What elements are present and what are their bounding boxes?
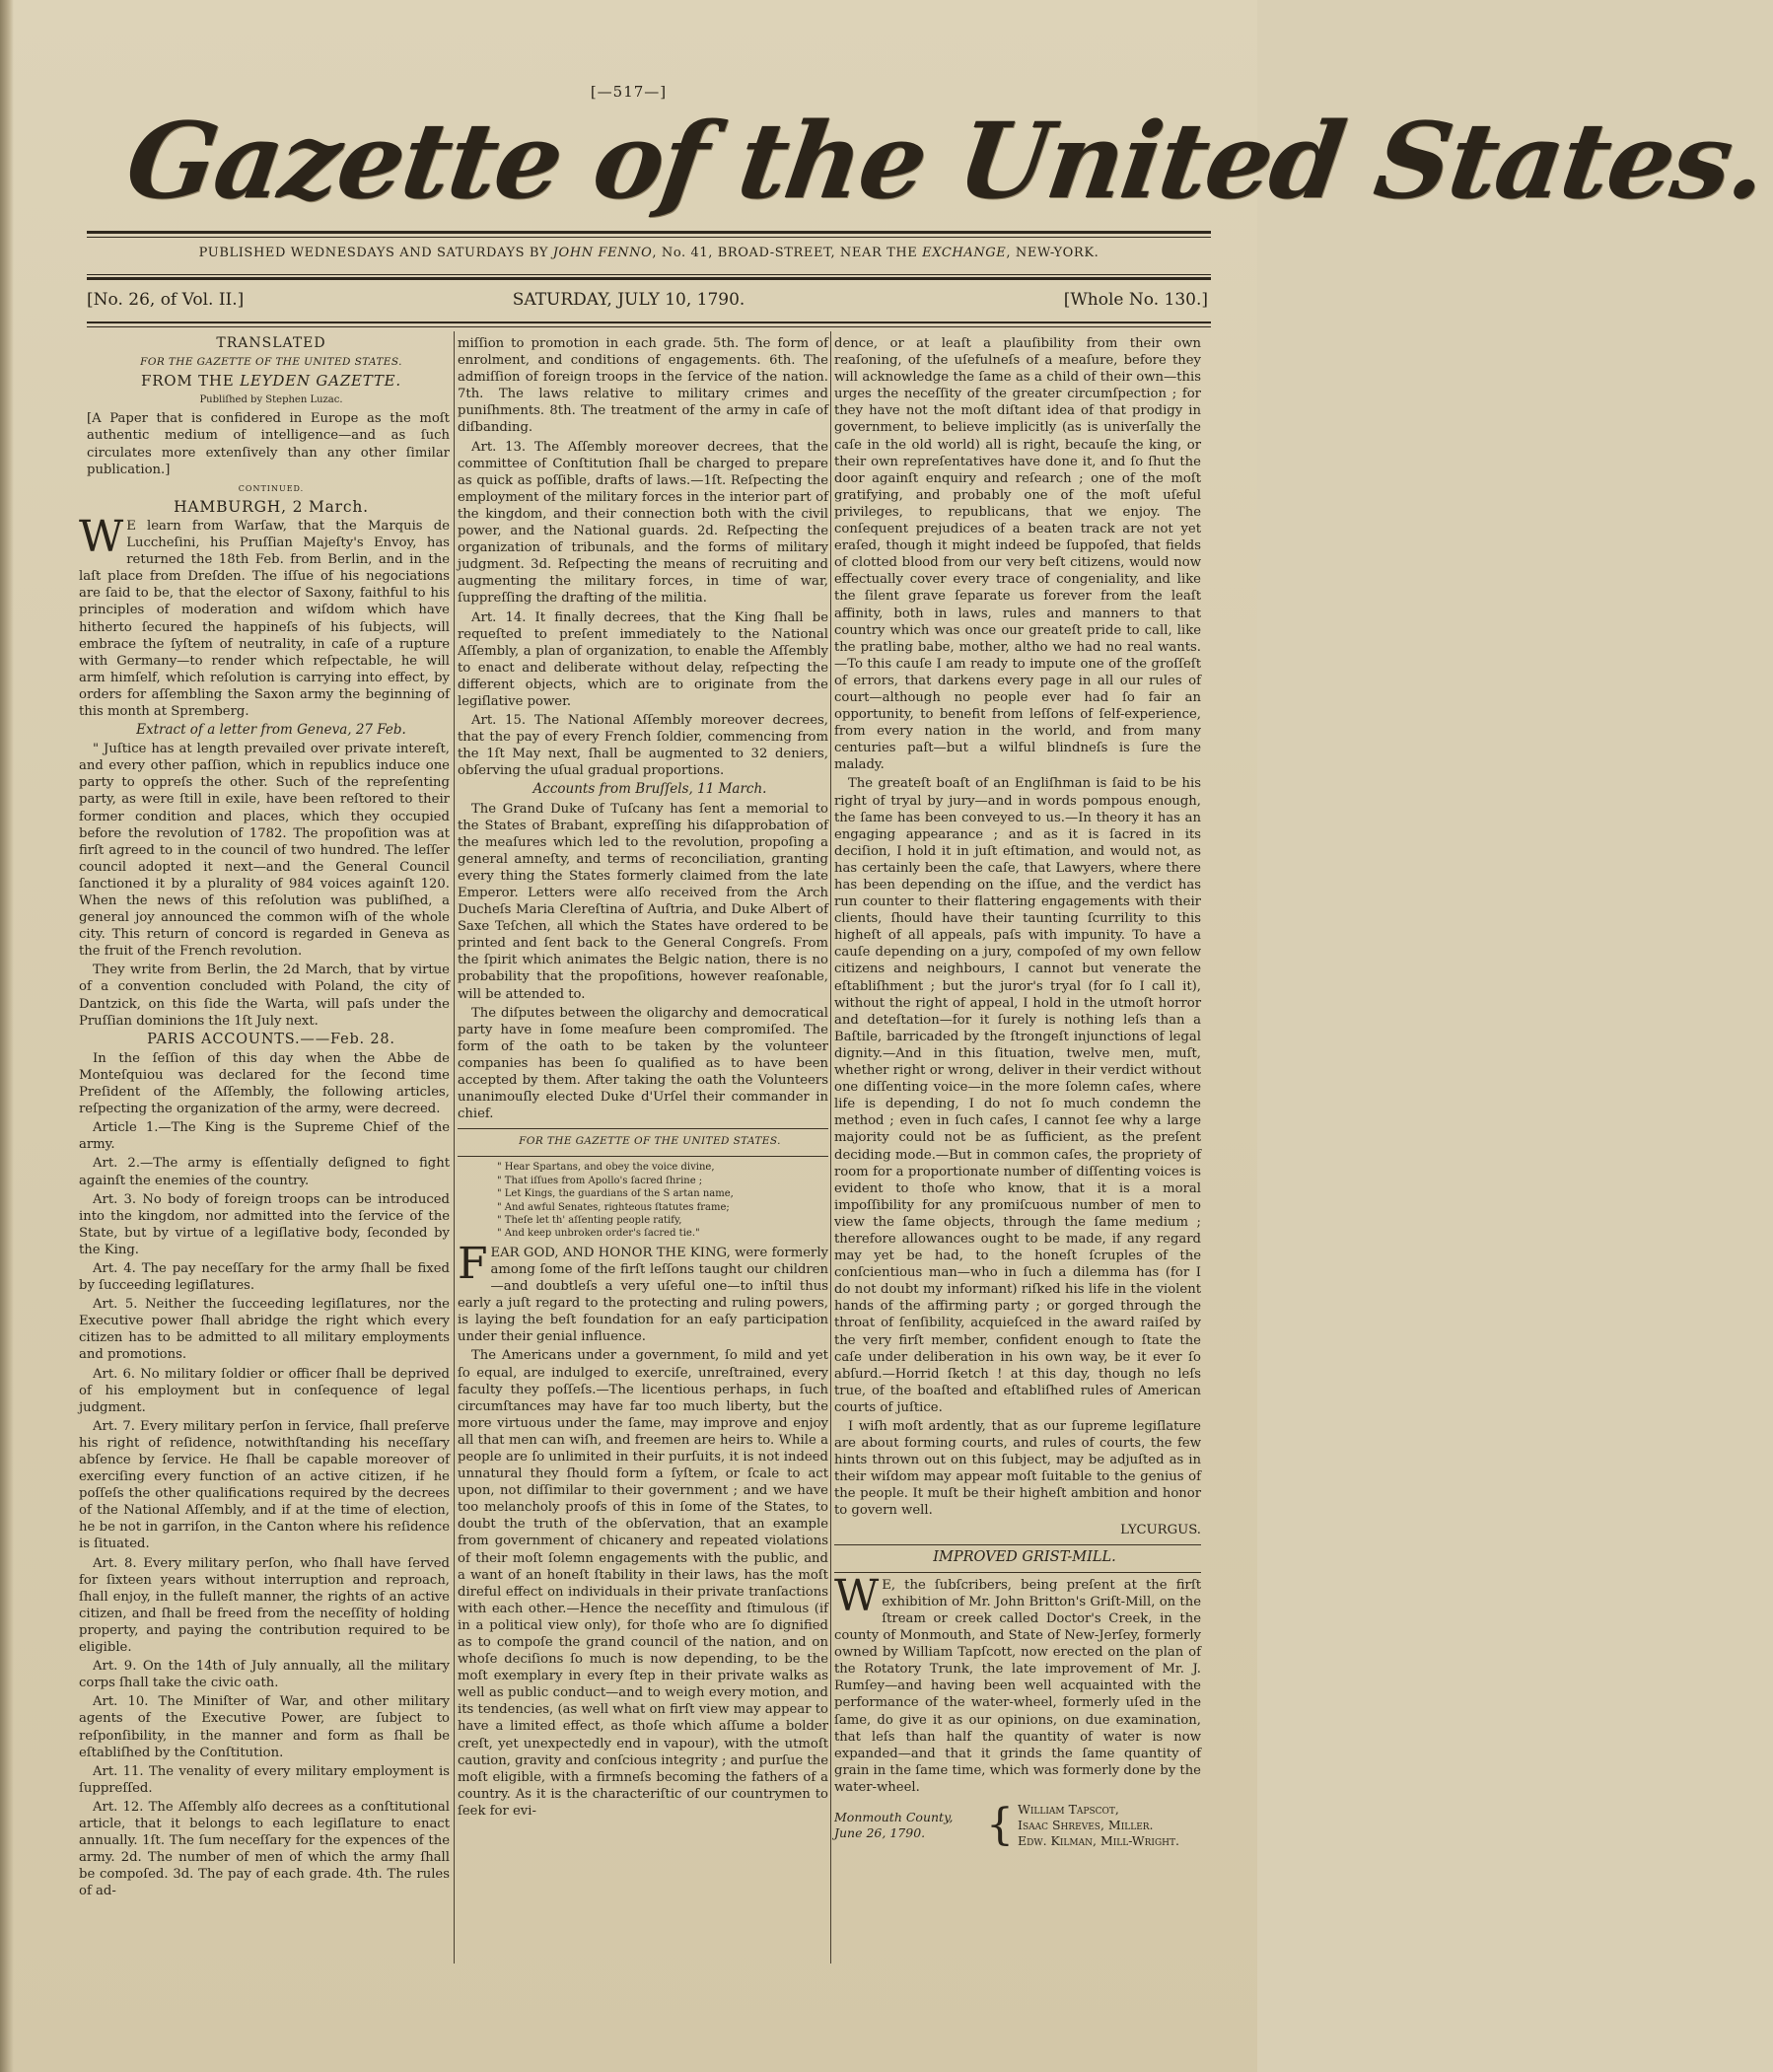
poem-line: " And keep unbroken order's ſacred tie." — [497, 1228, 700, 1240]
article-item: Art. 14. It finally decrees, that the King ſhall be requeſted to preſent immediately to the National Aſſembly, a plan of organization, to enable the Aſſembly to enact and deliberate without delay, reſpecting the different objects, which are to originate from the legiſlative power. — [458, 609, 828, 709]
heading-translated: TRANSLATED — [216, 335, 326, 351]
article-paragraph: I wiſh moſt ardently, that as our ſupreme legiſlature are about forming courts, and rules of courts, the few hints thrown out on this ſubject, may be adjuſted as in their wiſdom may appear moſt ſuitable to the genius of the people. It muſt be their higheſt ambition and honor to govern well. — [834, 1419, 1201, 1519]
grist-mill-heading: IMPROVED GRIST-MILL. — [933, 1548, 1116, 1565]
poem-line: " Let Kings, the guardians of the S artan name, — [497, 1188, 734, 1200]
brace-glyph: { — [986, 1799, 1014, 1850]
article-item: Article 1.—The King is the Supreme Chief of the army. — [79, 1120, 450, 1153]
author-signature: LYCURGUS. — [1120, 1522, 1201, 1537]
drop-cap: W — [79, 511, 124, 562]
article-paragraph — [458, 1238, 828, 1346]
heading-leyden-a: FROM THE — [140, 372, 235, 391]
article-paragraph: The diſputes between the oligarchy and democratical party have in ſome meaſure been compromiſed. The form of the oath to be taken by the volunteer companies has been ſo qualified as to have been accepted by them. After taking the oath the Volunteers unanimouſly elected Duke d'Urſel their commander in chief. — [458, 1005, 828, 1122]
dateline-rule — [87, 322, 1211, 323]
heading-for-gazette: FOR THE GAZETTE OF THE UNITED STATES. — [140, 356, 402, 369]
article-item: Art. 8. Every military perſon, who ſhall have ſerved for ſixteen years without interruption and reproach, ſhall enjoy, in the fulleſt manner, the rights of an active citizen, and ſhall be freed from the neceſſity of holding property, and paying the contribution required to be eligible. — [79, 1555, 450, 1656]
page-edge-shadow — [0, 0, 14, 2072]
poem-line: " That iſſues from Apollo's ſacred ſhrine ; — [497, 1175, 703, 1186]
signature-place: Monmouth County, — [834, 1809, 954, 1824]
extract-heading: Extract of a letter from Geneva, 27 Feb. — [136, 722, 406, 739]
signature-names — [1018, 1802, 1179, 1849]
paragraph-text: E learn from Warſaw, that the Marquis de Luccheſini, his Pruſſian Majeſty's Envoy, has returned the 18th Feb. from Berlin, and in the laſt place from Dreſden. The iſſue of his negociations are ſaid to be, that the elector of Saxony, faithful to his principles of moderation and wiſdom which have hitherto ſecured the happineſs of his ſubjects, will embrace the ſyſtem of neutrality, in caſe of a rupture with Germany—to render which reſpectable, he will arm himſelf, which reſolution is carrying into effect, by orders for aſſembling the Saxon army the beginning of this month at Spremberg. — [79, 518, 450, 719]
article-item: Art. 7. Every military perſon in ſervice, ſhall preſerve his right of reſidence, notwithſtanding his neceſſary abſence by ſervice. He ſhall be capable moreover of exerciſing every function of an active citizen, if he poſſeſs the other qualifications required by the decrees of the National Aſſembly, and if at the time of election, he be not in garriſon, in the Canton where his reſidence is ſituated. — [79, 1418, 450, 1552]
section-rule — [458, 1156, 828, 1157]
article-paragraph: They write from Berlin, the 2d March, that by virtue of a convention concluded with Poland, the city of Dantzick, on this ſide the Warta, will paſs under the Pruſſian dominions the 1ſt July next. — [79, 963, 450, 1029]
heading-leyden-b: LEYDEN GAZETTE. — [240, 372, 401, 391]
page-number: [—517—] — [590, 83, 668, 101]
dateline-rule-thin — [87, 326, 1211, 327]
published-by: Publiſhed by Stephen Luzac. — [199, 394, 343, 406]
article-paragraph: The Americans under a government, ſo mild and yet ſo equal, are indulged to exerciſe, unreſtrained, every faculty they poſſeſs.—The licentious perhaps, in ſuch circumſtances may have far too much liberty, but the more virtuous under the ſame, may improve and enjoy all that men can wiſh, and freemen are heirs to. While a people are ſo unlimited in their purſuits, it is not indeed unnatural they ſhould form a ſyſtem, or ſcale to act upon, not diſſimilar to their government ; and we have too melancholy proofs of this in ſome of the States, to doubt the truth of the obſervation, that an example from government of chicanery and repeated violations of their moſt ſolemn engagements with the public, and a want of an honeſt ſtability in their laws, has the moſt direful effect on individuals in their private tranſactions with each other.—Hence the neceſſity and ſtimulous (if in a political view only), for thoſe who are ſo dignified as to compoſe the grand council of the nation, and on whoſe deciſions ſo much is now depending, to be the moſt exemplary in every ſtep in their private walks as well as public conduct—and to weigh every motion, and its tendencies, (as well what on firſt view may appear to have a limited effect, as thoſe which aſſume a bolder creſt, yet unexpectedly end in vapour), with the utmoſt caution, gravity and conſcious integrity ; and purſue the moſt eligible, with a firmneſs becoming the fathers of a country. As it is the characteriſtic of our countrymen to ſeek for evi- — [458, 1348, 828, 1819]
article-paragraph: " Juſtice has at length prevailed over private intereſt, and every other paſſion, which in republics induce one party to oppreſs the other. Such of the repreſenting party, as were ſtill in exile, have been reſtored to their former condition and places, which they occupied before the revolution of 1782. The propoſition was at firſt agreed to in the council of two hundred. The leſſer council adopted it next—and the General Council ſanctioned it by a plurality of 984 voices againſt 120. When the news of this reſolution was publiſhed, a general joy announced the common wiſh of the whole city. This return of concord is regarded in Geneva as the fruit of the French revolution. — [79, 742, 450, 960]
masthead-rule-thin — [87, 237, 1211, 238]
dateline-paris: PARIS ACCOUNTS.——Feb. 28. — [147, 1031, 395, 1047]
article-item: Art. 3. No body of foreign troops can be introduced into the kingdom, nor admitted into the ſervice of the State, but by virtue of a legiſlative body, ſeconded by the King. — [79, 1191, 450, 1257]
poem-line: " Hear Spartans, and obey the voice divine, — [497, 1162, 715, 1174]
signature-date: June 26, 1790. — [834, 1824, 926, 1840]
article-item: Art. 10. The Miniſter of War, and other military agents of the Executive Power, are ſubject to reſponſibility, in the manner and form as ſhall be eſtabliſhed by the Conſtitution. — [79, 1694, 450, 1760]
article-item: Art. 4. The pay neceſſary for the army ſhall be fixed by ſucceeding legiſlatures. — [79, 1260, 450, 1294]
publisher-imprint — [87, 246, 1211, 260]
poem-line: " Theſe let th' aſſenting people ratify, — [497, 1215, 682, 1227]
drop-cap: F — [458, 1238, 488, 1289]
column-2 — [458, 335, 828, 1967]
poem-line: " And awful Senates, righteous ſtatutes frame; — [497, 1201, 730, 1213]
column-1 — [79, 335, 450, 1967]
signature-row — [834, 1799, 1201, 1850]
article-item: Art. 2.—The army is eſſentially deſigned to fight againſt the enemies of the country. — [79, 1156, 450, 1188]
section-rule — [834, 1544, 1201, 1545]
article-item: Art. 12. The Aſſembly alſo decrees as a conſtitutional article, that it belongs to each legiſlature to enact annually. 1ſt. The ſum neceſſary for the expences of the army. 2d. The number of men of which the army ſhall be compoſed. 3d. The pay of each grade. 4th. The rules of ad- — [79, 1799, 450, 1899]
whole-number: [Whole No. 130.] — [1063, 290, 1208, 310]
article-item: Art. 5. Neither the ſucceeding legiſlatures, nor the Executive power ſhall abridge the right which every citizen has to be admitted to all military employments and promotions. — [79, 1297, 450, 1363]
section-rule — [834, 1572, 1201, 1573]
section-rule — [458, 1128, 828, 1129]
article-item: Art. 11. The venality of every military employment is ſuppreſſed. — [79, 1763, 450, 1796]
paragraph-text: EAR GOD, AND HONOR THE KING, were formerly among ſome of the firſt leſſons taught our children—and doubtleſs a very uſeful one—to inſtil thus early a juſt regard to the protecting and ruling powers, is laying the beſt foundation for an eaſy participation under their genial influence. — [458, 1245, 828, 1345]
epigraph-poem — [458, 1161, 828, 1240]
issue-number: [No. 26, of Vol. II.] — [87, 290, 245, 310]
imprint-rule-thick — [87, 277, 1211, 280]
column-divider — [830, 331, 831, 1964]
article-paragraph — [834, 1570, 1201, 1796]
imprint-rule — [87, 274, 1211, 275]
heading-for-gazette: FOR THE GAZETTE OF THE UNITED STATES. — [519, 1135, 781, 1148]
article-item: Art. 6. No military ſoldier or officer ſhall be deprived of his employment but in conſequence of legal judgment. — [79, 1366, 450, 1415]
imprint-part: PUBLISHED WEDNESDAYS AND SATURDAYS BY — [198, 246, 549, 260]
paragraph-text: E, the ſubſcribers, being preſent at the firſt exhibition of Mr. John Britton's Griſt-Mill, on the ſtream or creek called Doctor's Creek, in the county of Monmouth, and State of New-Jerſey, formerly owned by William Tapſcott, now erected on the plan of the Rotatory Trunk, the late improvement of Mr. J. Rumſey—and having been well acquainted with the performance of the water-wheel, formerly uſed in the ſame, do give it as our opinions, on due examination, that leſs than half the quantity of water is now expanded—and that it grinds the ſame quantity of grain in the ſame time, which was formerly done by the water-wheel. — [834, 1577, 1201, 1795]
signer-name: Edw. Kilman, Mill-Wright. — [1018, 1832, 1179, 1848]
dateline-hamburgh: HAMBURGH, 2 March. — [174, 497, 369, 516]
article-paragraph: miſſion to promotion in each grade. 5th. The form of enrolment, and conditions of engagements. 6th. The admiſſion of foreign troops in the ſervice of the nation. 7th. The laws relative to military crimes and puniſhments. 8th. The treatment of the army in caſe of diſbanding. — [458, 336, 828, 436]
imprint-place: EXCHANGE — [922, 246, 1007, 260]
heading-leyden — [79, 373, 450, 390]
issue-date: SATURDAY, JULY 10, 1790. — [512, 290, 745, 310]
article-item: Art. 13. The Aſſembly moreover decrees, that the committee of Conſtitution ſhall be charged to prepare as quick as poſſible, drafts of laws.—1ſt. Reſpecting the employment of the military forces in the interior part of the kingdom, and their connection both with the civil power, and the National guards. 2d. Reſpecting the organization of tribunals, and the forms of military judgment. 3d. Reſpecting the means of recruiting and augmenting the military forces, in time of war, ſuppreſſing the drafting of the militia. — [458, 439, 828, 607]
article-paragraph: The Grand Duke of Tuſcany has ſent a memorial to the States of Brabant, expreſſing his diſapprobation of the meaſures which led to the revolution, propoſing a general amneſty, and terms of reconciliation, granting every thing the States formerly claimed from the late Emperor. Letters were alſo received from the Arch Ducheſs Maria Clereſtina of Auſtria, and Duke Albert of Saxe Teſchen, all which the States have ordered to be printed and ſent back to the General Congreſs. From the ſpirit which animates the Belgic nation, there is no probability that the propoſitions, however reaſonable, will be attended to. — [458, 801, 828, 1002]
editorial-notice: [A Paper that is confidered in Europe as the moſt authentic medium of intelligence—and as ſuch circulates more extenſively than any other ſimilar publication.] — [87, 411, 450, 477]
brussels-heading: Accounts from Bruſſels, 11 March. — [532, 781, 767, 798]
imprint-part: , NEW-YORK. — [1006, 246, 1099, 260]
imprint-publisher: JOHN FENNO — [552, 246, 653, 260]
masthead-title: Gazette of the United States. — [119, 99, 1773, 222]
signer-name: Isaac Shreves, Miller. — [1018, 1817, 1154, 1832]
article-paragraph: dence, or at leaſt a plauſibility from their own reaſoning, of the uſefulneſs of a meaſure, before they will acknowledge the ſame as a child of their own—this urges the neceſſity of the greater circumſpection ; for they have not the moſt diſtant idea of that prodigy in government, to believe implicitly (as is univerſally the caſe in the old world) all is right, becauſe the king, or their own repreſentatives have done it, and ſo ſhut the door againſt enquiry and reſearch ; one of the moſt gratifying, and probably one of the moſt uſeful privileges, to republicans, that we enjoy. The conſequent prejudices of a beaten track are not yet eraſed, though it might indeed be ſuppoſed, that fields of clotted blood from our very beſt citizens, would now effectually cover every trace of congeniality, and like the ſilent grave ſeparate us forever from the leaſt affinity, both in laws, rules and manners to that country which was once our greateſt pride to call, like the pratling babe, mother, altho we had no real wants.—To this cauſe I am ready to impute one of the groſſeſt of errors, that darkens every page in all our rules of court—although no people ever had ſo fair an opportunity, to benefit from leſſons of ſelf-experience, from every nation in the world, and from many centuries paſt—but a wilful blindneſs is ſure the malady. — [834, 336, 1201, 773]
article-paragraph: The greateſt boaſt of an Engliſhman is ſaid to be his right of tryal by jury—and in words pompous enough, the ſame has been conveyed to us.—In theory it has an engaging appearance ; and as it is ſacred in its deciſion, I hold it in juſt eſtimation, and would not, as has certainly been the caſe, that Lawyers, where there has been depending on the iſſue, and the verdict has run counter to their flattering engagements with their clients, ſhould have their taunting ſcurrility to this higheſt of all appeals, paſs with impunity. To have a cauſe depending on a jury, compoſed of my own fellow citizens and neighbours, I cannot but venerate the eſtabliſhment ; but the juror's tryal (for ſo I call it), without the right of appeal, I hold in the utmoſt horror and deteſtation—for it ſurely is nothing leſs than a Baſtile, barricaded by the ſtrongeſt injunctions of legal dignity.—And in this ſituation, twelve men, muſt, whether right or wrong, deliver in their verdict without one diſſenting voice—in the more ſolemn caſes, where life is depending, I do not ſo much condemn the method ; even in ſuch caſes, I cannot ſee why a large majority could not be as ſufficient, as the preſent deciding mode.—But in common caſes, the propriety of room for a proportionate number of diſſenting voices is evident to thoſe who know, that it is a moral impoſſibility for any promiſcuous number of men to view the ſame objects, through the ſame medium ; therefore allowances ought to be made, if any regard may yet be had, to the honeſt ſcruples of the conſcientious man—who in ſuch a dilemma has (for I do not doubt my informant) riſked his life in the violent hands of the affirming party ; or gorged through the throat of ſenſibility, acquieſced in the award raiſed by the very firſt member, confident enough to ſtate the caſe under deliberation in his own way, be it ever ſo abſurd.—Horrid ſketch ! at this day, though no leſs true, of the boaſted and eſtabliſhed rules of American courts of juſtice. — [834, 776, 1201, 1415]
article-item: Art. 9. On the 14th of July annually, all the military corps ſhall take the civic oath. — [79, 1659, 450, 1691]
signature-place-date — [834, 1810, 982, 1841]
column-3 — [834, 335, 1201, 1967]
column-divider — [454, 331, 455, 1964]
imprint-part: , No. 41, BROAD-STREET, NEAR THE — [652, 246, 918, 260]
masthead-rule — [87, 231, 1211, 234]
article-item: Art. 15. The National Aſſembly moreover decrees, that the pay of every French ſoldier, commencing from the 1ſt May next, ſhall be augmented to 32 deniers, obſerving the uſual gradual proportions. — [458, 713, 828, 779]
drop-cap: W — [834, 1570, 880, 1621]
article-paragraph — [79, 511, 450, 720]
article-paragraph: In the ſeſſion of this day when the Abbe de Monteſquiou was declared for the ſecond time Preſident of the Aſſembly, the following articles, reſpecting the organization of the army, were decreed. — [79, 1050, 450, 1117]
subscriber-signatures — [834, 1799, 1201, 1850]
signer-name: William Tapscot, — [1018, 1801, 1119, 1817]
continued-label: CONTINUED. — [238, 483, 305, 493]
